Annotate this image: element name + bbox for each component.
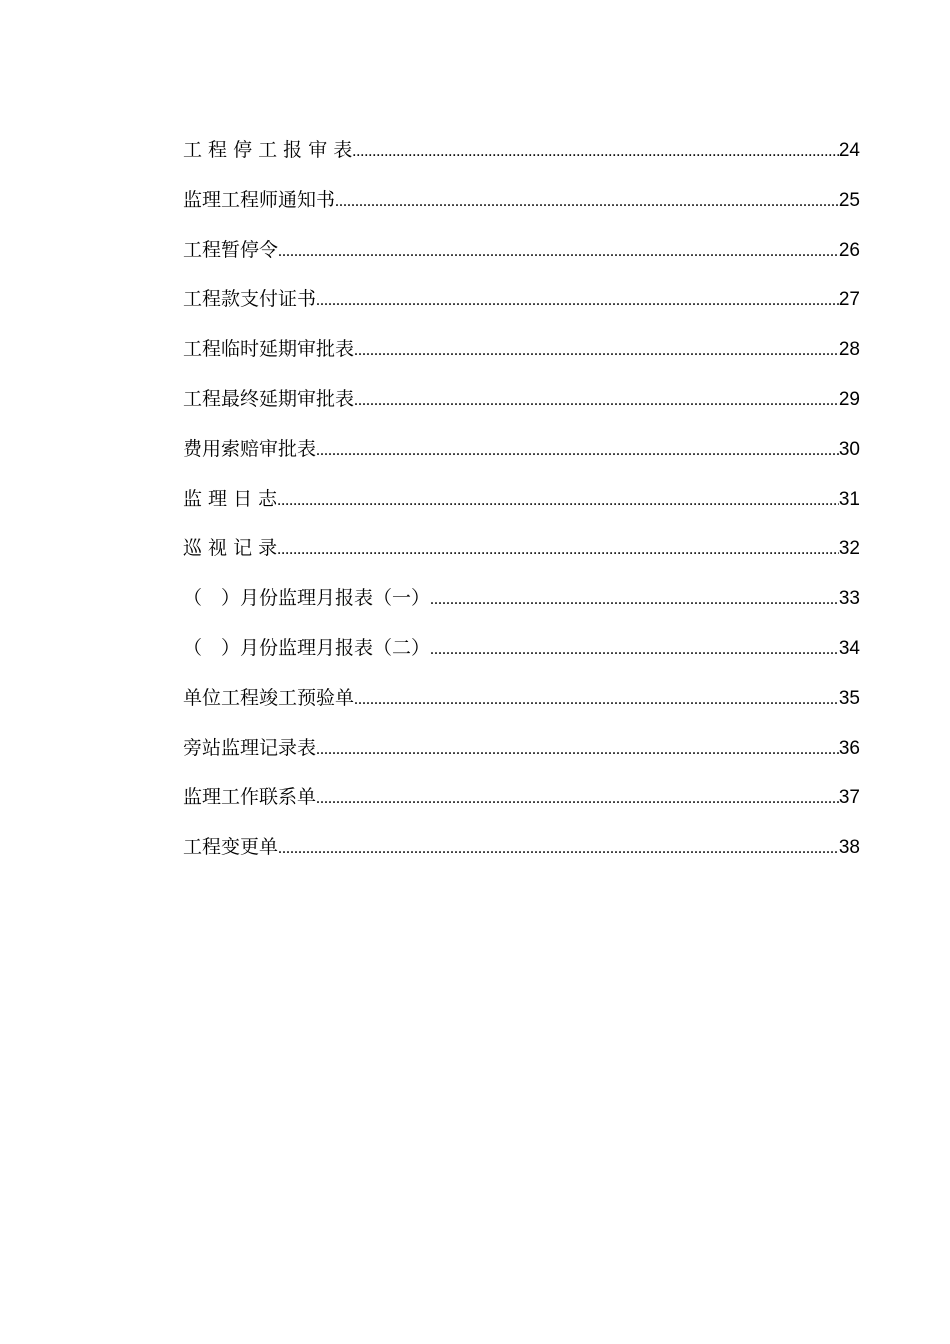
toc-page-number: 33 xyxy=(838,588,860,610)
toc-entry-title: 工程款支付证书 xyxy=(183,288,317,311)
toc-dot-leader xyxy=(316,286,839,316)
toc-dot-leader xyxy=(278,237,839,267)
toc-entry-title: （ ）月份监理月报表（二） xyxy=(183,636,431,659)
toc-entry[interactable] xyxy=(183,384,860,434)
toc-page-number: 25 xyxy=(838,189,860,211)
toc-page-number: 37 xyxy=(838,787,860,809)
toc-page-number: 30 xyxy=(838,438,860,460)
toc-entry-title: 工 程 停 工 报 审 表 xyxy=(183,139,353,161)
toc-page-number: 29 xyxy=(838,388,860,410)
toc-page-number: 38 xyxy=(838,837,860,859)
toc-entry[interactable] xyxy=(183,683,860,733)
toc-entry[interactable] xyxy=(183,284,860,334)
toc-dot-leader xyxy=(316,436,839,466)
toc-entry-title: 监理工作联系单 xyxy=(183,786,317,809)
toc-entry[interactable] xyxy=(183,633,860,683)
toc-dot-leader xyxy=(316,784,839,814)
toc-page-number: 35 xyxy=(838,687,860,709)
toc-entry-title: 工程变更单 xyxy=(183,836,279,859)
toc-entry[interactable] xyxy=(183,185,860,235)
toc-page-number: 24 xyxy=(838,140,860,161)
toc-dot-leader xyxy=(352,137,839,167)
toc-dot-leader xyxy=(430,635,839,665)
toc-page-number: 26 xyxy=(838,239,860,261)
toc-entry-title: 费用索赔审批表 xyxy=(183,437,317,460)
table-of-contents xyxy=(183,135,860,882)
toc-dot-leader xyxy=(354,386,839,416)
toc-page-number: 28 xyxy=(838,339,860,361)
toc-page-number: 36 xyxy=(838,737,860,759)
toc-entry[interactable] xyxy=(183,782,860,832)
toc-entry[interactable] xyxy=(183,533,860,583)
toc-entry-title: 旁站监理记录表 xyxy=(183,736,317,759)
toc-entry-title: 监理工程师通知书 xyxy=(183,188,336,211)
toc-dot-leader xyxy=(354,336,839,366)
toc-entry-title: 单位工程竣工预验单 xyxy=(183,686,355,709)
toc-entry[interactable] xyxy=(183,135,860,185)
toc-entry[interactable] xyxy=(183,583,860,633)
toc-entry-title: 工程临时延期审批表 xyxy=(183,338,355,361)
toc-entry[interactable] xyxy=(183,434,860,484)
toc-entry[interactable] xyxy=(183,484,860,534)
toc-page-number: 32 xyxy=(838,538,860,560)
toc-entry[interactable] xyxy=(183,832,860,882)
toc-dot-leader xyxy=(278,834,839,864)
toc-page-number: 27 xyxy=(838,289,860,311)
toc-dot-leader xyxy=(316,735,839,765)
toc-dot-leader xyxy=(277,535,839,565)
toc-entry[interactable] xyxy=(183,235,860,285)
toc-dot-leader xyxy=(354,685,839,715)
toc-entry-title: 监 理 日 志 xyxy=(183,487,278,510)
toc-entry-title: 巡 视 记 录 xyxy=(183,537,278,560)
toc-dot-leader xyxy=(335,187,839,217)
toc-entry-title: 工程暂停令 xyxy=(183,238,279,261)
toc-entry[interactable] xyxy=(183,733,860,783)
toc-entry-title: （ ）月份监理月报表（一） xyxy=(183,587,431,610)
toc-entry-title: 工程最终延期审批表 xyxy=(183,387,355,410)
toc-dot-leader xyxy=(277,486,839,516)
toc-page-number: 31 xyxy=(838,488,860,510)
toc-entry[interactable] xyxy=(183,334,860,384)
toc-dot-leader xyxy=(430,585,839,615)
toc-page-number: 34 xyxy=(838,637,860,659)
